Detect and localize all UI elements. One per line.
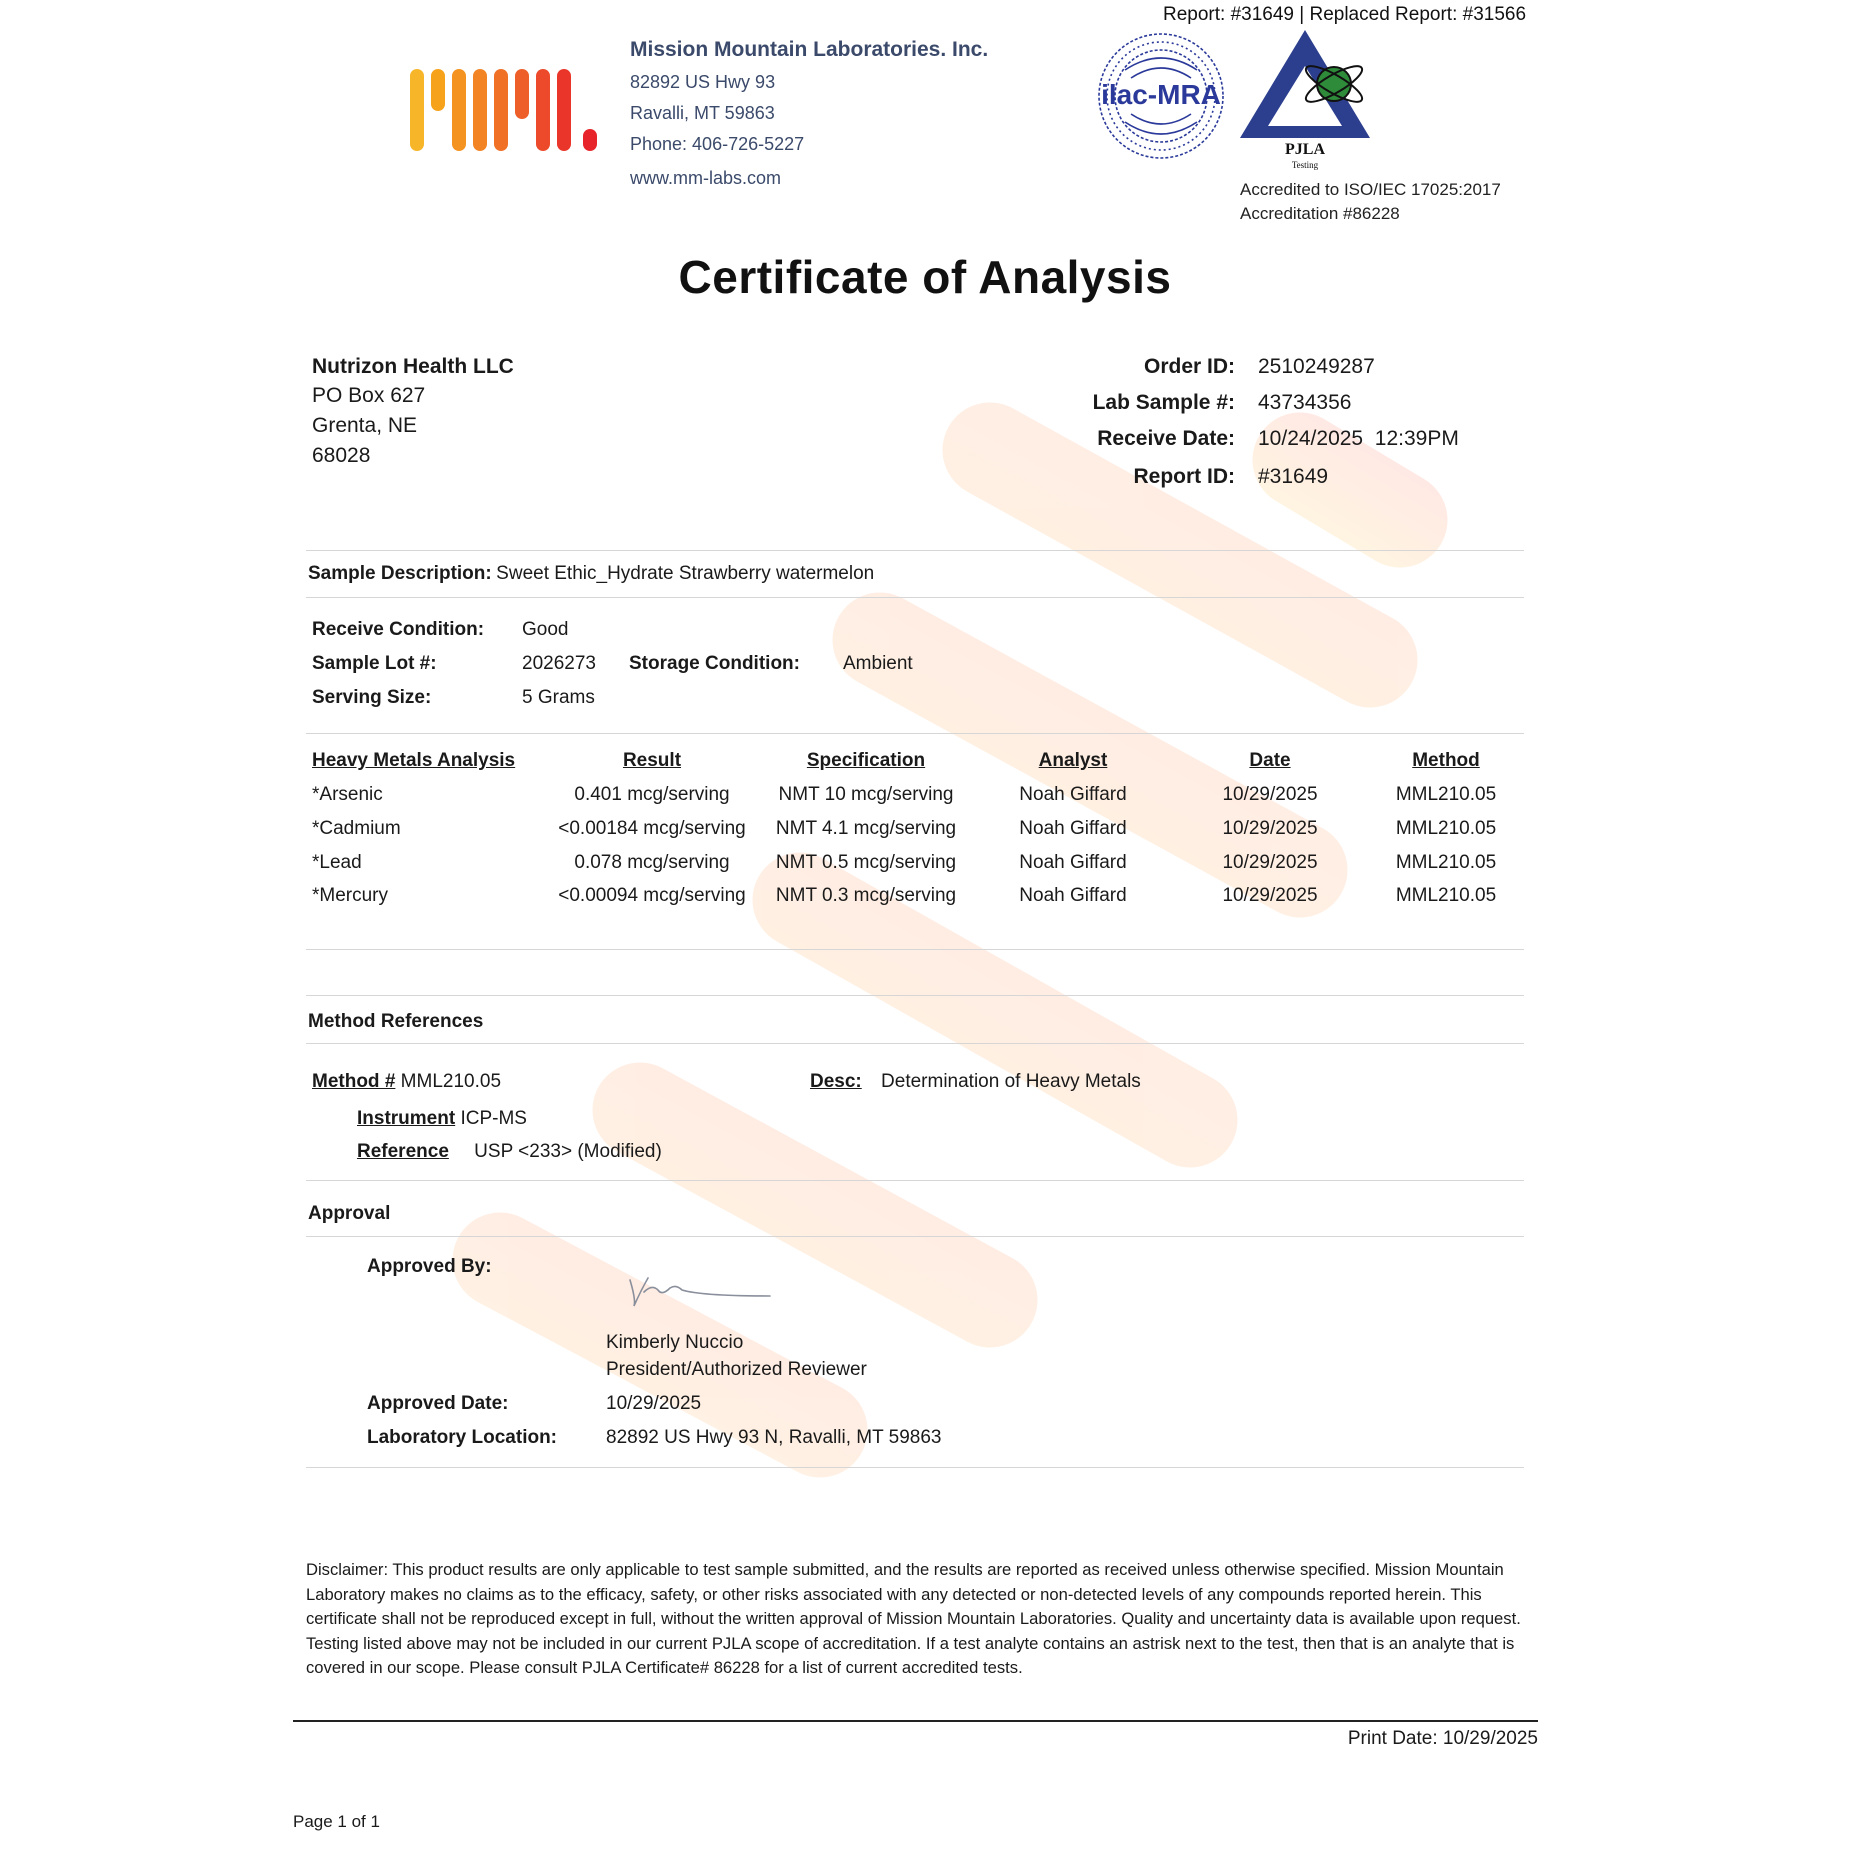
divider [306, 1236, 1524, 1237]
lab-address-line-2: Ravalli, MT 59863 [630, 103, 775, 123]
divider [306, 733, 1524, 734]
signature-icon [622, 1262, 774, 1314]
divider [306, 949, 1524, 950]
lab-sample-number: 43734356 [1258, 391, 1352, 414]
method-desc-value: Determination of Heavy Metals [881, 1071, 1141, 1092]
receive-date: 10/24/2025 12:39PM [1258, 427, 1459, 450]
table-cell-analyte: *Arsenic [312, 784, 383, 805]
table-cell-analyst: Noah Giffard [1019, 784, 1127, 805]
table-cell-specification: NMT 0.5 mcg/serving [775, 852, 957, 873]
laboratory-location-label: Laboratory Location: [367, 1427, 558, 1448]
table-header-date: Date [1249, 750, 1291, 771]
lab-sample-label: Lab Sample #: [1092, 391, 1235, 414]
table-header-analyte: Heavy Metals Analysis [312, 750, 516, 771]
sample-description [308, 563, 874, 585]
storage-condition-label: Storage Condition: [629, 653, 800, 674]
divider [306, 995, 1524, 996]
method-desc-label: Desc: [810, 1071, 862, 1092]
mml-logo [407, 68, 605, 154]
lab-website: www.mm-labs.com [630, 168, 782, 188]
report-id-label: Report ID: [1133, 465, 1235, 488]
instrument-row [357, 1108, 527, 1130]
divider [306, 597, 1524, 598]
table-cell-specification: NMT 4.1 mcg/serving [775, 818, 957, 839]
approver-title: President/Authorized Reviewer [606, 1359, 867, 1380]
table-cell-result: 0.078 mcg/serving [574, 852, 730, 873]
approval-title: Approval [308, 1203, 391, 1224]
method-number-value: MML210.05 [400, 1071, 502, 1092]
receive-condition-label: Receive Condition: [312, 619, 485, 640]
page-number: Page 1 of 1 [293, 1812, 380, 1831]
table-header-method: Method [1412, 750, 1480, 771]
ilac-mra-logo [1095, 30, 1227, 162]
instrument-value: ICP-MS [460, 1108, 527, 1129]
table-cell-analyte: *Mercury [312, 885, 389, 906]
pjla-logo-text: PJLA [1285, 141, 1325, 158]
method-desc-row [810, 1071, 1141, 1093]
table-cell-date: 10/29/2025 [1222, 852, 1318, 873]
divider [306, 1467, 1524, 1468]
accreditation-number: Accreditation #86228 [1240, 204, 1400, 223]
method-references-title: Method References [308, 1011, 484, 1032]
table-cell-analyst: Noah Giffard [1019, 818, 1127, 839]
serving-size-value: 5 Grams [522, 687, 595, 708]
reference-value: USP <233> (Modified) [474, 1141, 662, 1162]
table-cell-date: 10/29/2025 [1222, 784, 1318, 805]
table-cell-analyte: *Lead [312, 852, 362, 873]
report-number-line: Report: #31649 | Replaced Report: #31566 [1163, 4, 1527, 25]
disclaimer-text: Disclaimer: This product results are only applicable to test sample submitted, and the results are reported as received unless otherwise specified. Mission Mountain Laboratory makes no claims as to the efficacy, safety, or other risks associated with any detected or non-detected levels of any compounds reported herein. This certificate shall not be reproduced except in full, without the written approval of Mission Mountain Laboratories. Quality and uncertainty data is available upon request. Testing listed above may not be included in our current PJLA scope of accreditation. If a test analyte contains an astrisk next to the test, then that is an analyte that is covered in our scope. Please consult PJLA Certificate# 86228 for a list of current accredited tests. [306, 1560, 1521, 1677]
table-cell-specification: NMT 0.3 mcg/serving [775, 885, 957, 906]
order-id: 2510249287 [1258, 355, 1375, 378]
approver-name: Kimberly Nuccio [606, 1332, 744, 1353]
table-cell-analyst: Noah Giffard [1019, 885, 1127, 906]
report-id: #31649 [1258, 465, 1329, 488]
footer-divider [293, 1720, 1538, 1722]
table-cell-result: <0.00094 mcg/serving [558, 885, 746, 906]
table-cell-result: 0.401 mcg/serving [574, 784, 730, 805]
method-number-row [312, 1071, 501, 1093]
pjla-logo-subtext: Testing [1291, 160, 1319, 170]
divider [306, 1043, 1524, 1044]
storage-condition-value: Ambient [843, 653, 913, 674]
sample-description-value: Sweet Ethic_Hydrate Strawberry watermelon [496, 563, 875, 584]
customer-address-1: PO Box 627 [312, 384, 426, 407]
table-cell-method: MML210.05 [1395, 885, 1497, 906]
table-header-result: Result [622, 750, 682, 771]
table-cell-specification: NMT 10 mcg/serving [778, 784, 954, 805]
method-number-label: Method # [312, 1071, 396, 1092]
ilac-logo-text: ilac-MRA [1101, 79, 1221, 110]
instrument-label: Instrument [357, 1108, 456, 1129]
table-header-analyst: Analyst [1038, 750, 1108, 771]
table-cell-date: 10/29/2025 [1222, 818, 1318, 839]
lab-phone: Phone: 406-726-5227 [630, 134, 805, 154]
receive-condition-value: Good [522, 619, 569, 640]
sample-lot-value: 2026273 [522, 653, 596, 674]
lab-name: Mission Mountain Laboratories. Inc. [630, 38, 989, 61]
serving-size-label: Serving Size: [312, 687, 432, 708]
table-cell-method: MML210.05 [1395, 852, 1497, 873]
table-header-specification: Specification [806, 750, 926, 771]
table-cell-analyte: *Cadmium [312, 818, 401, 839]
sample-description-label: Sample Description: [308, 563, 492, 584]
receive-date-label: Receive Date: [1097, 427, 1235, 450]
document-title: Certificate of Analysis [678, 251, 1172, 303]
table-cell-method: MML210.05 [1395, 818, 1497, 839]
print-date: Print Date: 10/29/2025 [1347, 1728, 1538, 1749]
customer-zip: 68028 [312, 444, 371, 467]
table-cell-method: MML210.05 [1395, 784, 1497, 805]
table-cell-result: <0.00184 mcg/serving [558, 818, 746, 839]
approved-date-label: Approved Date: [367, 1393, 509, 1414]
customer-address-2: Grenta, NE [312, 414, 418, 437]
order-id-label: Order ID: [1143, 355, 1235, 378]
table-cell-date: 10/29/2025 [1222, 885, 1318, 906]
pjla-logo [1238, 26, 1373, 174]
divider [306, 1180, 1524, 1181]
laboratory-location-value: 82892 US Hwy 93 N, Ravalli, MT 59863 [606, 1427, 942, 1448]
table-cell-analyst: Noah Giffard [1019, 852, 1127, 873]
approved-date-value: 10/29/2025 [606, 1393, 702, 1414]
approved-by-label: Approved By: [367, 1256, 492, 1277]
lab-address-line-1: 82892 US Hwy 93 [630, 72, 776, 92]
divider [306, 550, 1524, 551]
customer-name: Nutrizon Health LLC [312, 355, 514, 378]
sample-lot-label: Sample Lot #: [312, 653, 437, 674]
reference-row [357, 1141, 662, 1163]
reference-label: Reference [357, 1141, 449, 1162]
accreditation-standard: Accredited to ISO/IEC 17025:2017 [1240, 180, 1501, 199]
